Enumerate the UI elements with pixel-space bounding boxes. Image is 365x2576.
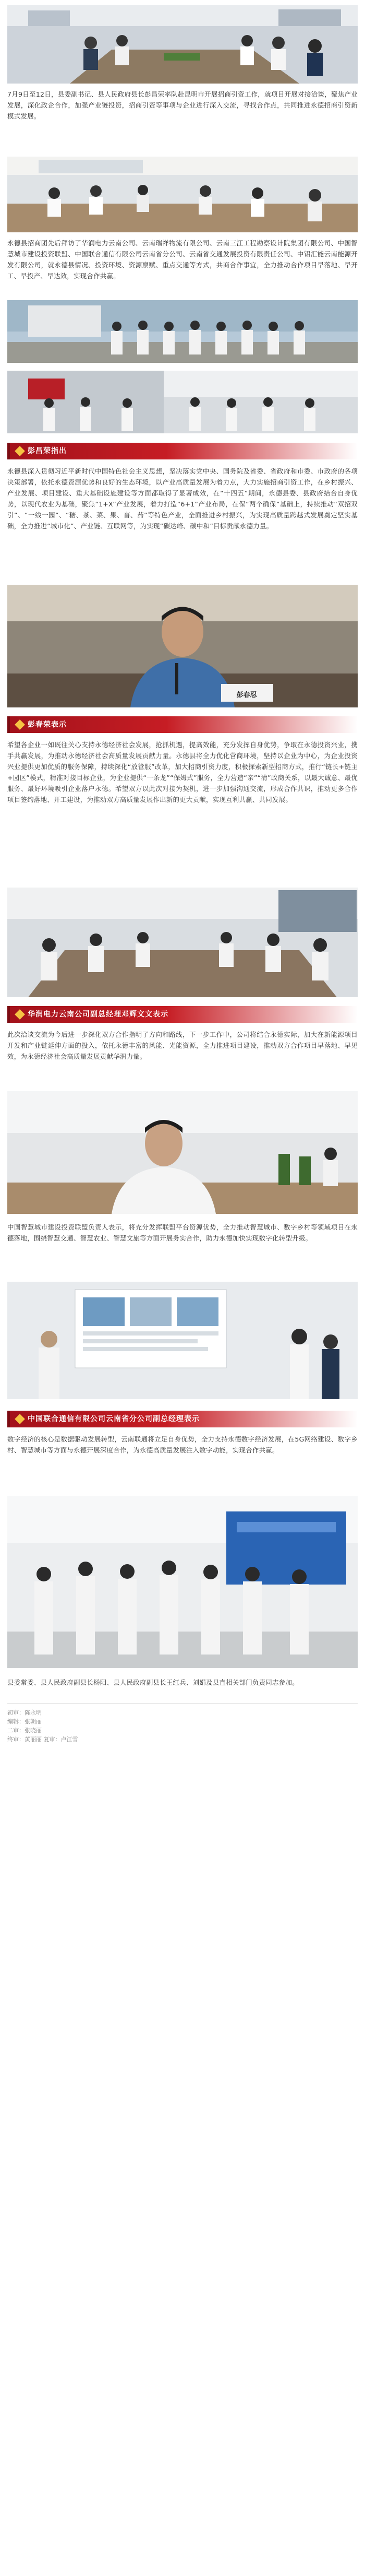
diamond-icon	[15, 1009, 25, 1020]
footer-final-review: 终审：黄丽丽 复审：卢江雪	[7, 1736, 78, 1743]
section-title: 华润电力云南公司副总经理邓辉文文表示	[28, 1010, 168, 1019]
group-photo-tour	[7, 1496, 358, 1668]
section-title: 彭春荣表示	[28, 720, 67, 729]
footer-divider	[7, 1703, 358, 1704]
meeting-photo-delegation	[7, 888, 358, 997]
smartcity-paragraph: 中国智慧城市建设投资联盟负责人表示，将充分发挥联盟平台资源优势，全力推动智慧城市、数字乡村等领域项目在永德落地，围绕智慧交通、智慧农业、智慧文旅等方面开展务实合作，助力永德加快实现数字化转型升级。	[7, 1223, 358, 1242]
section-banner-huarun	[7, 1006, 358, 1023]
section-title: 彭昌荣指出	[28, 447, 67, 455]
photo-caption: 彭春忍	[236, 691, 257, 699]
group-photo-outdoor	[7, 300, 358, 363]
diamond-icon	[15, 1414, 25, 1424]
meetings-paragraph: 永德县招商团先后拜访了华润电力云南公司、云南瑞祥物流有限公司、云南三江工程勘察设计院集团有限公司、中国智慧城市建设投资联盟、中国联合通信有限公司云南省分公司、云南省交通发展投资有限责任公司、中铝汇能云南能源开发有限公司，就永德县情况、投资环境、资源禀赋、重点交通等方式，共商合作事宜，全力推动合作项目早落地、早开工、早投产、早达效，实现合作共赢。	[7, 239, 358, 280]
exhibition-photo	[7, 1282, 358, 1399]
group-photo-visit	[7, 371, 358, 433]
speaker-photo-peng	[7, 585, 358, 707]
section-title: 中国联合通信有限公司云南省分公司副总经理表示	[28, 1415, 200, 1423]
meeting-photo-1	[7, 5, 358, 84]
section-banner-peng-pointed	[7, 443, 358, 459]
peng-remarks-paragraph: 希望各企业一如既往关心支持永德经济社会发展，抢抓机遇，提高效能，充分发挥自身优势，争取在永德投资兴业，携手共赢发展，为推动永德经济社会高质量发展贡献力量。永德县将全力优化营商环境，坚持以企业为中心，为企业投资兴业提供更加优质的服务保障，持续深化“放管服”改革，加大招商引资力度，积极探索新型招商方式，推行“链长+链主+园区”模式，精准对接目标企业，为企业提供“一条龙”“保姆式”服务，全力营造“亲”“清”政商关系，以最大诚意、最优服务、最好环境吸引企业落户永德。希望双方以此次对接为契机，进一步加强沟通交流，形成合作共识，推动更多合作项目签约落地、开工建设，为推动双方高质量发展作出新的更大贡献，实现互利共赢、共同发展。	[7, 741, 358, 803]
huarun-paragraph: 此次洽谈交流为今后进一步深化双方合作指明了方向和路线，下一步工作中，公司将结合永德实际，加大在新能源项目开发和产业链延伸方面的投入，依托永德丰富的风能、光能资源，全力推进项目建设，推动双方合作项目早落地、早见效，为永德经济社会高质量发展贡献华润力量。	[7, 1031, 358, 1060]
diamond-icon	[15, 446, 25, 456]
unicom-paragraph: 数字经济的核心是数据驱动发展转型，云南联通将立足自身优势，全力支持永德数字经济发展，在5G网络建设、数字乡村、智慧城市等方面与永德开展深度合作，为永德高质量发展注入数字动能，实现合作共赢。	[7, 1435, 358, 1454]
section-banner-unicom	[7, 1411, 358, 1427]
editorial-footer	[7, 1708, 164, 1744]
footer-first-review: 初审：陈永明	[7, 1709, 42, 1716]
intro-paragraph: 7月9日至12日，县委副书记、县人民政府县长彭昌荣率队赴昆明市开展招商引资工作，就项目开展对接洽谈，聚焦产业发展，深化政企合作，加强产业链投资，招商引资等事项与企业进行深入交流，寻找合作点，共同推进永德招商引资新模式发展。	[7, 90, 358, 120]
closing-paragraph: 县委常委、县人民政府副县长杨阳、县人民政府副县长王红兵、刘娟及县直相关部门负责同志参加。	[7, 1679, 299, 1686]
footer-second-review: 二审：张晓丽	[7, 1727, 42, 1734]
section-banner-peng-said	[7, 716, 358, 733]
speaker-photo-huarun	[7, 1091, 358, 1214]
diamond-icon	[15, 719, 25, 730]
footer-editor: 编辑：张朝丽	[7, 1718, 42, 1725]
meeting-photo-2	[7, 157, 358, 232]
peng-paragraph: 永德县深入贯彻习近平新时代中国特色社会主义思想，坚决落实党中央、国务院及省委、省政府和市委、市政府的各项决策部署，依托永德资源优势和良好的生态环境，以产业高质量发展为着力点，大力实施招商引资工作，在乡村振兴、产业发展、项目建设、重大基础设施建设等方面都取得了显著成效，在“十四五”期间，永德县委、县政府结合自身优势，以现代农业为基础，聚焦“1+X”产业发展，着力打造“6+1”产业布局，在保“两个确保”基础上，持续推动“双招双引”、“一线一园”、“糖、茶、菜、果、畜、药”等特色产业，全面推进乡村振兴，为实现高质量跨越式发展奠定坚实基础，全力推进“城市化”、产业链、互联网等，为实现“碳达峰、碳中和”目标贡献永德力量。	[7, 467, 358, 530]
